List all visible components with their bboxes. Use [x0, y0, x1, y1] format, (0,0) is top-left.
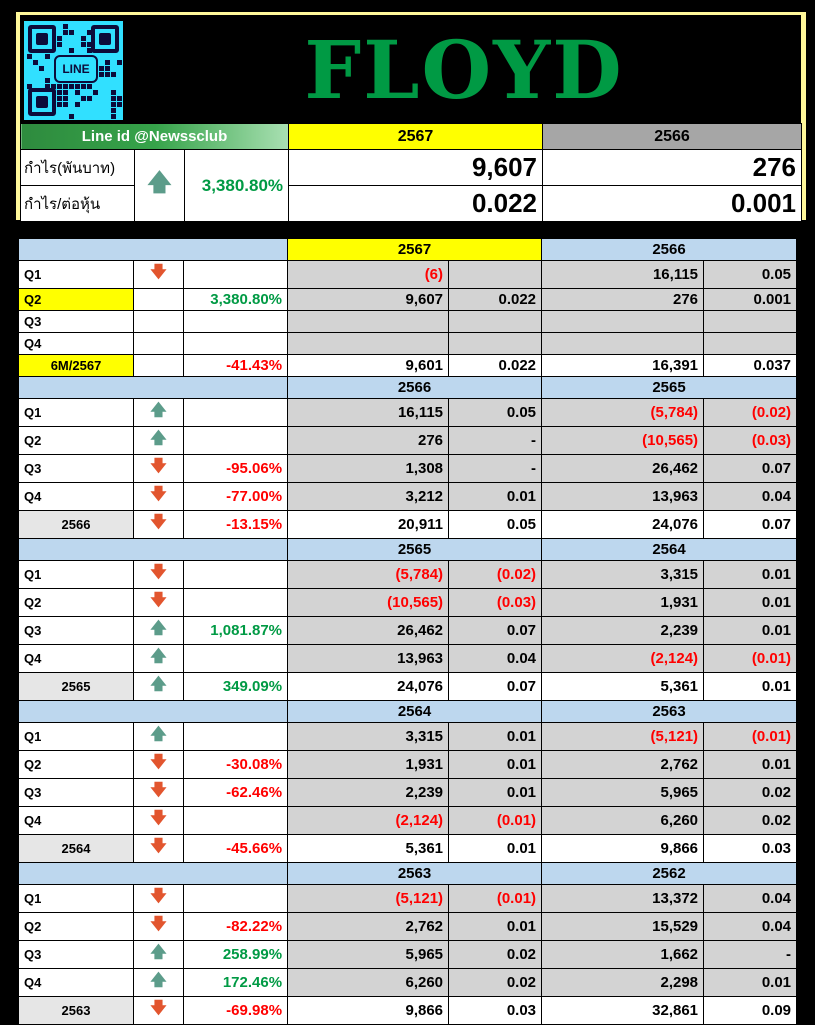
section-band: [19, 863, 288, 885]
trend-down-icon: 🡇: [134, 589, 184, 617]
profit-a: 9,601: [288, 355, 449, 377]
profit-a: 20,911: [288, 511, 449, 539]
quarter-row: [19, 723, 797, 751]
line-logo-icon: LINE: [54, 55, 98, 83]
eps-b: 0.01: [704, 589, 797, 617]
eps-a: 0.01: [449, 723, 542, 751]
eps-b: 0.04: [704, 483, 797, 511]
profit-a: 5,965: [288, 941, 449, 969]
trend-down-icon: 🡇: [134, 561, 184, 589]
section-header-row: [19, 863, 797, 885]
change-pct: [184, 645, 288, 673]
section-year-a: 2566: [288, 377, 542, 399]
profit-b: 6,260: [542, 807, 704, 835]
profit-a: 9,866: [288, 997, 449, 1025]
trend-up-icon: 🡅: [134, 399, 184, 427]
change-pct: 1,081.87%: [184, 617, 288, 645]
eps-a: (0.01): [449, 807, 542, 835]
trend-down-icon: 🡇: [134, 751, 184, 779]
profit-b: (5,121): [542, 723, 704, 751]
profit-a: 1,308: [288, 455, 449, 483]
section-header-row: [19, 377, 797, 399]
change-pct: -30.08%: [184, 751, 288, 779]
row-label: 2563: [19, 997, 134, 1025]
eps-a: 0.022: [449, 355, 542, 377]
profit-b: 16,115: [542, 261, 704, 289]
profit-b: 2,762: [542, 751, 704, 779]
row-label: Q4: [19, 333, 134, 355]
profit-b: 26,462: [542, 455, 704, 483]
profit-b: 13,372: [542, 885, 704, 913]
profit-a: 3,212: [288, 483, 449, 511]
eps-a: 0.05: [449, 511, 542, 539]
change-pct: [184, 427, 288, 455]
row-label: Q1: [19, 885, 134, 913]
summary-eps-current: 0.022: [289, 186, 543, 222]
profit-b: (10,565): [542, 427, 704, 455]
eps-b: (0.03): [704, 427, 797, 455]
trend-up-icon: 🡅: [134, 969, 184, 997]
row-label: Q2: [19, 427, 134, 455]
change-pct: 258.99%: [184, 941, 288, 969]
quarter-row: [19, 311, 797, 333]
profit-b: 1,662: [542, 941, 704, 969]
section-header-row: [19, 539, 797, 561]
profit-a: (5,784): [288, 561, 449, 589]
profit-b: 9,866: [542, 835, 704, 863]
profit-a: (10,565): [288, 589, 449, 617]
profit-b: 1,931: [542, 589, 704, 617]
quarter-row: [19, 589, 797, 617]
summary-profit-current: 9,607: [289, 150, 543, 186]
row-label: Q2: [19, 751, 134, 779]
eps-a: (0.01): [449, 885, 542, 913]
section-header-row: [19, 239, 797, 261]
change-pct: -82.22%: [184, 913, 288, 941]
eps-a: 0.04: [449, 645, 542, 673]
change-pct: -45.66%: [184, 835, 288, 863]
summary-change-pct: 3,380.80%: [185, 150, 289, 222]
quarterly-results-table: [18, 238, 797, 1025]
change-pct: -62.46%: [184, 779, 288, 807]
change-pct: 172.46%: [184, 969, 288, 997]
eps-b: 0.01: [704, 673, 797, 701]
trend-empty: [134, 333, 184, 355]
section-band: [19, 377, 288, 399]
quarter-row: [19, 645, 797, 673]
quarter-row: [19, 941, 797, 969]
profit-b: 5,965: [542, 779, 704, 807]
trend-empty: [134, 289, 184, 311]
change-pct: [184, 261, 288, 289]
eps-a: [449, 311, 542, 333]
profit-b: 32,861: [542, 997, 704, 1025]
trend-down-icon: 🡇: [134, 885, 184, 913]
quarter-row: [19, 561, 797, 589]
row-label: Q4: [19, 483, 134, 511]
change-pct: -95.06%: [184, 455, 288, 483]
row-label: 2565: [19, 673, 134, 701]
profit-b: 2,239: [542, 617, 704, 645]
profit-a: 5,361: [288, 835, 449, 863]
profit-a: 3,315: [288, 723, 449, 751]
eps-label: กำไร/ต่อหุ้น: [21, 186, 135, 222]
trend-up-icon: 🡅: [134, 723, 184, 751]
profit-b: 13,963: [542, 483, 704, 511]
trend-down-icon: 🡇: [134, 913, 184, 941]
eps-a: -: [449, 427, 542, 455]
row-label: Q2: [19, 589, 134, 617]
trend-empty: [134, 311, 184, 333]
profit-b: 5,361: [542, 673, 704, 701]
eps-a: 0.01: [449, 835, 542, 863]
change-pct: [184, 885, 288, 913]
quarter-row: [19, 261, 797, 289]
eps-a: [449, 261, 542, 289]
quarter-row: [19, 913, 797, 941]
trend-up-icon: 🡅: [134, 645, 184, 673]
eps-a: (0.03): [449, 589, 542, 617]
quarter-row: [19, 779, 797, 807]
change-pct: 3,380.80%: [184, 289, 288, 311]
row-label: 6M/2567: [19, 355, 134, 377]
profit-a: (5,121): [288, 885, 449, 913]
eps-a: 0.022: [449, 289, 542, 311]
eps-b: 0.01: [704, 561, 797, 589]
eps-b: 0.09: [704, 997, 797, 1025]
section-band: [19, 539, 288, 561]
total-row: [19, 835, 797, 863]
profit-b: [542, 333, 704, 355]
change-pct: [184, 807, 288, 835]
trend-empty: [134, 355, 184, 377]
trend-down-icon: 🡇: [134, 483, 184, 511]
change-pct: [184, 561, 288, 589]
trend-up-icon: 🡅: [134, 427, 184, 455]
row-label: Q4: [19, 645, 134, 673]
quarter-row: [19, 289, 797, 311]
quarter-row: [19, 885, 797, 913]
change-pct: -13.15%: [184, 511, 288, 539]
section-year-b: 2562: [542, 863, 797, 885]
eps-a: 0.02: [449, 969, 542, 997]
quarter-row: [19, 333, 797, 355]
profit-a: 2,239: [288, 779, 449, 807]
change-pct: [184, 311, 288, 333]
eps-b: 0.07: [704, 511, 797, 539]
profit-b: 2,298: [542, 969, 704, 997]
eps-b: [704, 333, 797, 355]
eps-a: [449, 333, 542, 355]
change-pct: [184, 399, 288, 427]
section-year-b: 2566: [542, 239, 797, 261]
profit-a: (6): [288, 261, 449, 289]
quarter-row: [19, 807, 797, 835]
eps-b: 0.01: [704, 751, 797, 779]
quarter-row: [19, 751, 797, 779]
trend-down-icon: 🡇: [134, 835, 184, 863]
quarter-row: [19, 483, 797, 511]
total-row: [19, 673, 797, 701]
trend-up-icon: 🡅: [134, 673, 184, 701]
eps-a: 0.07: [449, 673, 542, 701]
eps-b: (0.01): [704, 645, 797, 673]
quarter-row: [19, 399, 797, 427]
line-id-label: Line id @Newssclub: [21, 124, 289, 150]
row-label: Q1: [19, 399, 134, 427]
quarter-row: [19, 969, 797, 997]
section-header-row: [19, 701, 797, 723]
row-label: 2564: [19, 835, 134, 863]
eps-b: 0.02: [704, 807, 797, 835]
row-label: Q3: [19, 617, 134, 645]
section-band: [19, 701, 288, 723]
profit-a: 16,115: [288, 399, 449, 427]
row-label: Q3: [19, 941, 134, 969]
change-pct: -41.43%: [184, 355, 288, 377]
row-label: Q1: [19, 561, 134, 589]
eps-b: (0.02): [704, 399, 797, 427]
profit-a: 13,963: [288, 645, 449, 673]
profit-a: 1,931: [288, 751, 449, 779]
trend-down-icon: 🡇: [134, 455, 184, 483]
section-year-a: 2564: [288, 701, 542, 723]
change-pct: [184, 723, 288, 751]
summary-year-previous: 2566: [543, 124, 802, 150]
profit-b: 15,529: [542, 913, 704, 941]
profit-b: 276: [542, 289, 704, 311]
qr-finder-bottom-left: [28, 88, 56, 116]
eps-a: 0.01: [449, 483, 542, 511]
row-label: Q3: [19, 779, 134, 807]
eps-b: 0.07: [704, 455, 797, 483]
row-label: Q2: [19, 913, 134, 941]
eps-a: 0.02: [449, 941, 542, 969]
summary-trend-up-icon: 🡅: [135, 150, 185, 222]
eps-a: (0.02): [449, 561, 542, 589]
row-label: Q3: [19, 455, 134, 483]
eps-a: 0.07: [449, 617, 542, 645]
eps-b: 0.01: [704, 969, 797, 997]
profit-b: [542, 311, 704, 333]
eps-b: 0.05: [704, 261, 797, 289]
trend-down-icon: 🡇: [134, 997, 184, 1025]
section-year-b: 2565: [542, 377, 797, 399]
eps-a: 0.01: [449, 751, 542, 779]
row-label: Q1: [19, 723, 134, 751]
eps-b: 0.02: [704, 779, 797, 807]
summary-table: [20, 123, 802, 222]
quarter-row: [19, 617, 797, 645]
qr-finder-top-right: [91, 25, 119, 53]
profit-b: 24,076: [542, 511, 704, 539]
row-label: Q3: [19, 311, 134, 333]
summary-year-current: 2567: [289, 124, 543, 150]
qr-finder-top-left: [28, 25, 56, 53]
row-label: 2566: [19, 511, 134, 539]
change-pct: -69.98%: [184, 997, 288, 1025]
total-row: [19, 997, 797, 1025]
profit-a: [288, 311, 449, 333]
total-row: [19, 355, 797, 377]
total-row: [19, 511, 797, 539]
section-band: [19, 239, 288, 261]
company-ticker-title: FLOYD: [304, 23, 624, 117]
header-panel: [16, 12, 806, 220]
profit-a: [288, 333, 449, 355]
row-label: Q1: [19, 261, 134, 289]
eps-b: 0.001: [704, 289, 797, 311]
section-year-b: 2563: [542, 701, 797, 723]
section-year-a: 2567: [288, 239, 542, 261]
trend-up-icon: 🡅: [134, 617, 184, 645]
trend-down-icon: 🡇: [134, 779, 184, 807]
profit-a: 24,076: [288, 673, 449, 701]
eps-b: 0.037: [704, 355, 797, 377]
summary-profit-previous: 276: [543, 150, 802, 186]
eps-b: 0.04: [704, 885, 797, 913]
profit-b: 3,315: [542, 561, 704, 589]
section-year-a: 2563: [288, 863, 542, 885]
change-pct: 349.09%: [184, 673, 288, 701]
trend-down-icon: 🡇: [134, 807, 184, 835]
quarter-row: [19, 427, 797, 455]
eps-b: 0.03: [704, 835, 797, 863]
eps-a: 0.05: [449, 399, 542, 427]
trend-down-icon: 🡇: [134, 261, 184, 289]
section-year-b: 2564: [542, 539, 797, 561]
eps-b: (0.01): [704, 723, 797, 751]
row-label: Q4: [19, 807, 134, 835]
quarter-row: [19, 455, 797, 483]
trend-up-icon: 🡅: [134, 941, 184, 969]
change-pct: [184, 333, 288, 355]
profit-label: กำไร(พันบาท): [21, 150, 135, 186]
eps-a: 0.01: [449, 913, 542, 941]
profit-b: (2,124): [542, 645, 704, 673]
section-year-a: 2565: [288, 539, 542, 561]
eps-a: 0.01: [449, 779, 542, 807]
profit-a: 26,462: [288, 617, 449, 645]
summary-eps-previous: 0.001: [543, 186, 802, 222]
eps-a: 0.03: [449, 997, 542, 1025]
eps-a: -: [449, 455, 542, 483]
profit-a: 2,762: [288, 913, 449, 941]
profit-a: 6,260: [288, 969, 449, 997]
eps-b: 0.01: [704, 617, 797, 645]
profit-a: 9,607: [288, 289, 449, 311]
eps-b: -: [704, 941, 797, 969]
trend-down-icon: 🡇: [134, 511, 184, 539]
profit-a: 276: [288, 427, 449, 455]
header-inner: [20, 15, 801, 217]
eps-b: [704, 311, 797, 333]
profit-b: (5,784): [542, 399, 704, 427]
change-pct: [184, 589, 288, 617]
row-label: Q2: [19, 289, 134, 311]
change-pct: -77.00%: [184, 483, 288, 511]
eps-b: 0.04: [704, 913, 797, 941]
profit-a: (2,124): [288, 807, 449, 835]
line-qr-code[interactable]: [24, 21, 123, 120]
row-label: Q4: [19, 969, 134, 997]
profit-b: 16,391: [542, 355, 704, 377]
